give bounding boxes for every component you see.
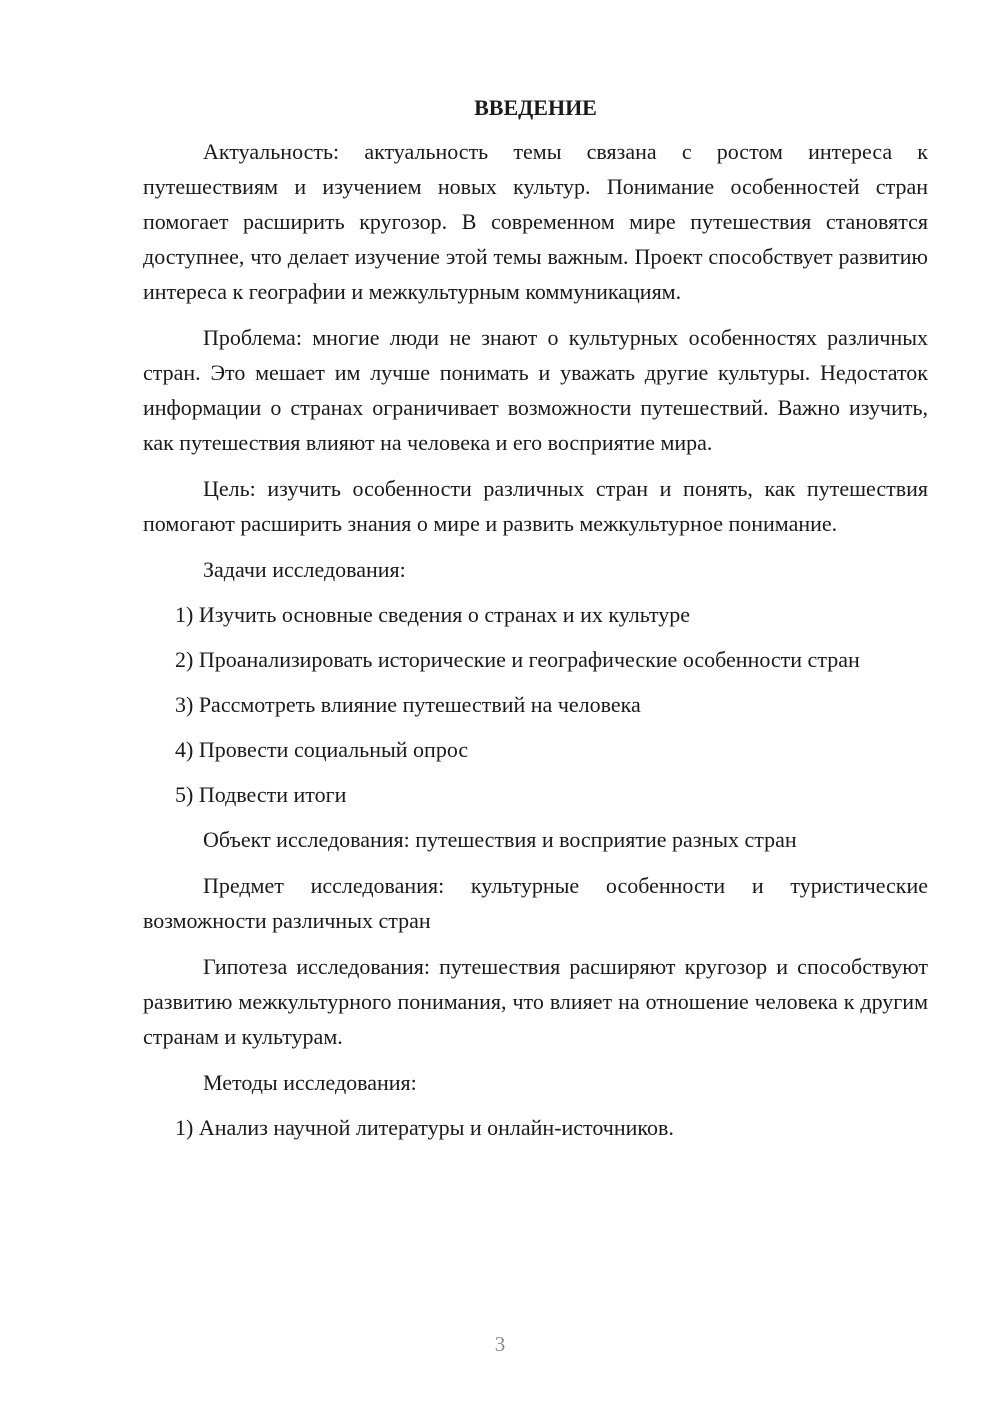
task-item-3: 3) Рассмотреть влияние путешествий на человека bbox=[175, 692, 641, 717]
problem-paragraph: Проблема: многие люди не знают о культурных особенностях различных стран. Это мешает им лучше понимать и уважать другие культуры. Недостаток информации о странах ограничивает возможности путешествий. Важно изучить, как путешествия влияют на человека и его восприятие мира. bbox=[143, 325, 928, 455]
task-item-4: 4) Провести социальный опрос bbox=[175, 737, 469, 762]
page-number: 3 bbox=[494, 1332, 506, 1356]
object-paragraph: Объект исследования: путешествия и восприятие разных стран bbox=[203, 827, 797, 852]
tasks-heading: Задачи исследования: bbox=[203, 557, 406, 582]
task-item-2: 2) Проанализировать исторические и географические особенности стран bbox=[175, 647, 860, 672]
hypothesis-paragraph: Гипотеза исследования: путешествия расширяют кругозор и способствуют развитию межкультурного понимания, что влияет на отношение человека к другим странам и культурам. bbox=[143, 954, 928, 1049]
task-item-5: 5) Подвести итоги bbox=[175, 782, 347, 807]
goal-paragraph: Цель: изучить особенности различных стран и понять, как путешествия помогают расширить знания о мире и развить межкультурное понимание. bbox=[143, 476, 928, 536]
subject-paragraph: Предмет исследования: культурные особенности и туристические возможности различных стран bbox=[143, 873, 928, 933]
section-title: ВВЕДЕНИЕ bbox=[474, 95, 597, 120]
document-page bbox=[143, 90, 928, 1155]
relevance-paragraph: Актуальность: актуальность темы связана с ростом интереса к путешествиям и изучением новых культур. Понимание особенностей стран помогает расширить кругозор. В современном мире путешествия становятся доступнее, что делает изучение этой темы важным. Проект способствует развитию интереса к географии и межкультурным коммуникациям. bbox=[143, 139, 928, 304]
task-item-1: 1) Изучить основные сведения о странах и их культуре bbox=[175, 602, 691, 627]
methods-heading: Методы исследования: bbox=[203, 1070, 417, 1095]
method-item-1: 1) Анализ научной литературы и онлайн-источников. bbox=[175, 1115, 674, 1140]
